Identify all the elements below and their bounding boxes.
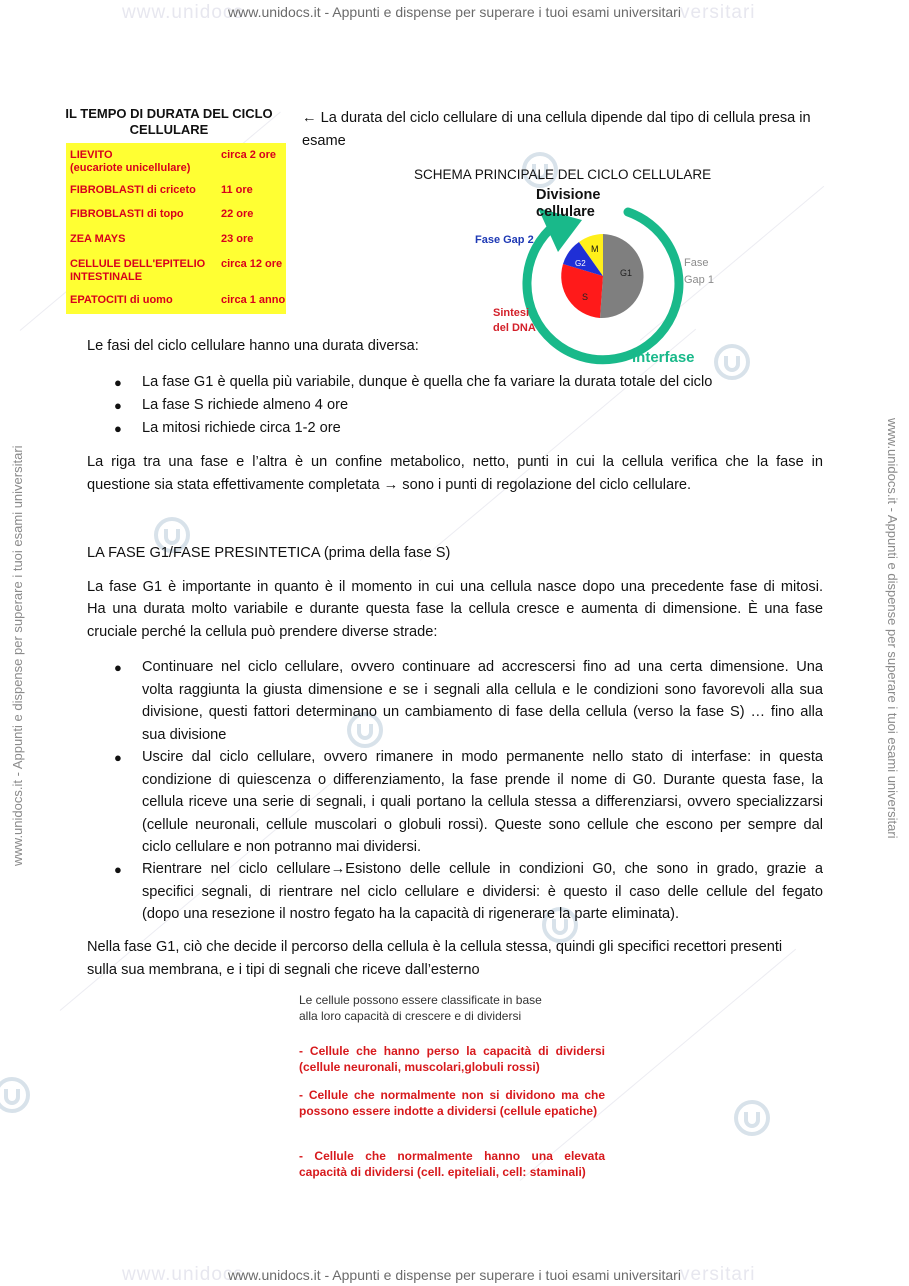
g1-paragraph-line: La fase G1 è importante in quanto è il momento in cui una cellula nasce dopo una precedente fase di mitosi. [87,579,823,595]
watermark-footer: www.unidocs.it - Appunti e dispense per superare i tuoi esami universitari [228,1267,681,1283]
table-cell-time: circa 12 ore [221,258,283,270]
g1-paragraph-line: cruciale perché la cellula può prendere diverse strade: [87,624,438,640]
g1-paragraph-line: Ha una durata molto variabile e durante questa fase la cellula cresce e aumenta di dimensione. È una fase [87,601,823,617]
option-line: specifici segnali, di rientrare nel ciclo cellulare e dividersi: è questo il caso delle cellule del fegato [142,884,823,900]
watermark-ghost-left: www.unidocs [122,1264,244,1285]
table-cell-time: 23 ore [221,233,254,245]
option-line: divisione, questi fattori determinano un cambiamento di fase della cellula (verso la fase S) … fino alla [142,704,823,720]
cell-cycle-duration-table [66,143,286,314]
boundary-line: La riga tra una fase e l’altra è un confine metabolico, netto, punti in cui la cellula verifica che la fase in [87,454,823,470]
classification-item: - Cellule che hanno perso la capacità di dividersi (cellule neuronali, muscolari,globuli rossi) [299,1044,605,1074]
table-cell-name: FIBROBLASTI di criceto [70,184,196,196]
option-line: cellula riceve una serie di segnali, i quali portano la cellula stessa a differenziarsi, ovvero specializzarsi [142,794,823,810]
label-gap2: Fase Gap 2 [475,234,534,246]
option-line: Continuare nel ciclo cellulare, ovvero continuare ad accrescersi fino ad una certa dimensione. Una [142,659,823,675]
option-line: (dopo una resezione il nostro fegato ha la capacità di rigenerare la parte eliminata). [142,906,680,922]
classification-intro-line: alla loro capacità di crescere e di dividersi [299,1009,522,1023]
option-line: (cellule neuronali, cellule muscolari o globuli rossi). Queste sono cellule che escono per sempre dal [142,817,823,833]
watermark-ghost-right: versitari [680,2,756,23]
option-line: condizione di quiescenza o differenziamento, la fase prende il nome di G0. Durante questa fase, la [142,772,823,788]
table-cell-name: EPATOCITI di uomo [70,294,173,306]
bullet-icon: ● [114,421,122,436]
phases-bullet: La mitosi richiede circa 1-2 ore [142,420,341,436]
classification-intro [299,992,609,1024]
table-cell-time: 11 ore [221,184,253,196]
phases-bullet: La fase S richiede almeno 4 ore [142,397,349,413]
g1-heading: LA FASE G1/FASE PRESINTETICA (prima della fase S) [87,545,451,561]
boundary-line: questione sia stata effettivamente completata → sono i punti di regolazione del ciclo cellulare. [87,477,692,493]
label-synthesis: Sintesi del DNA [493,307,536,334]
diagram-title: SCHEMA PRINCIPALE DEL CICLO CELLULARE [414,167,712,182]
unidocs-logo-icon [732,1098,772,1138]
unidocs-logo-icon [0,1075,32,1115]
bullet-icon: ● [114,862,122,877]
table-cell-time: circa 2 ore [221,149,277,161]
label-gap1: Fase Gap 1 [684,257,714,286]
closing-line: sulla sua membrana, e i tipi di segnali che riceve dall’esterno [87,962,480,978]
watermark-ghost-left: www.unidocs [122,2,244,23]
slice-label-s: S [582,292,589,302]
phases-intro: Le fasi del ciclo cellulare hanno una durata diversa: [87,338,419,354]
table-title: IL TEMPO DI DURATA DEL CICLO CELLULARE [65,106,273,137]
label-division: Divisione cellulare [536,187,601,220]
classification-item: - Cellule che normalmente hanno una elevata capacità di dividersi (cell. epiteliali, cell: staminali) [299,1149,605,1179]
classification-item: - Cellule che normalmente non si dividono ma che possono essere indotte a dividersi (cellule epatiche) [299,1088,605,1118]
watermark-ghost-right: versitari [680,1264,756,1285]
bullet-icon: ● [114,375,122,390]
closing-line: Nella fase G1, ciò che decide il percorso della cellula è la cellula stessa, quindi gli specifici recettori presenti [87,939,783,955]
label-interphase: interfase [632,349,695,366]
phases-bullet: La fase G1 è quella più variabile, dunque è quella che fa variare la durata totale del ciclo [142,374,713,390]
duration-note: ← La durata del ciclo cellulare di una cellula dipende dal tipo di cellula presa in esame [302,110,811,149]
option-line: Rientrare nel ciclo cellulare→Esistono delle cellule in condizioni G0, che sono in grado, grazie a [142,861,823,877]
watermark-side-right: www.unidocs.it - Appunti e dispense per superare i tuoi esami universitari [885,418,900,839]
classification-intro-line: Le cellule possono essere classificate in base [299,993,542,1007]
slice-label-g2: G2 [575,259,586,268]
table-cell-name: ZEA MAYS [70,233,126,245]
option-line: volta raggiunta la giusta dimensione e se i segnali alla cellula e le condizioni sono favorevoli alla sua [142,682,823,698]
slice-label-g1: G1 [620,268,633,278]
bullet-icon: ● [114,398,122,413]
table-cell-name: LIEVITO (eucariote unicellulare) [70,149,191,174]
table-cell-name: FIBROBLASTI di topo [70,208,184,220]
bullet-icon: ● [114,750,122,765]
bullet-icon: ● [114,660,122,675]
table-cell-time: circa 1 anno [221,294,286,306]
table-cell-name: CELLULE DELL'EPITELIO INTESTINALE [70,258,206,283]
slice-label-m: M [591,244,599,254]
option-line: ciclo cellulare e non potranno mai dividersi. [142,839,422,855]
table-cell-time: 22 ore [221,208,254,220]
option-line: Uscire dal ciclo cellulare, ovvero rimanere in modo permanente nello stato di interfase: in questa [142,749,823,765]
option-line: sua divisione [142,727,227,743]
watermark-header: www.unidocs.it - Appunti e dispense per superare i tuoi esami universitari [228,4,681,20]
watermark-side-left: www.unidocs.it - Appunti e dispense per superare i tuoi esami universitari [10,445,25,866]
